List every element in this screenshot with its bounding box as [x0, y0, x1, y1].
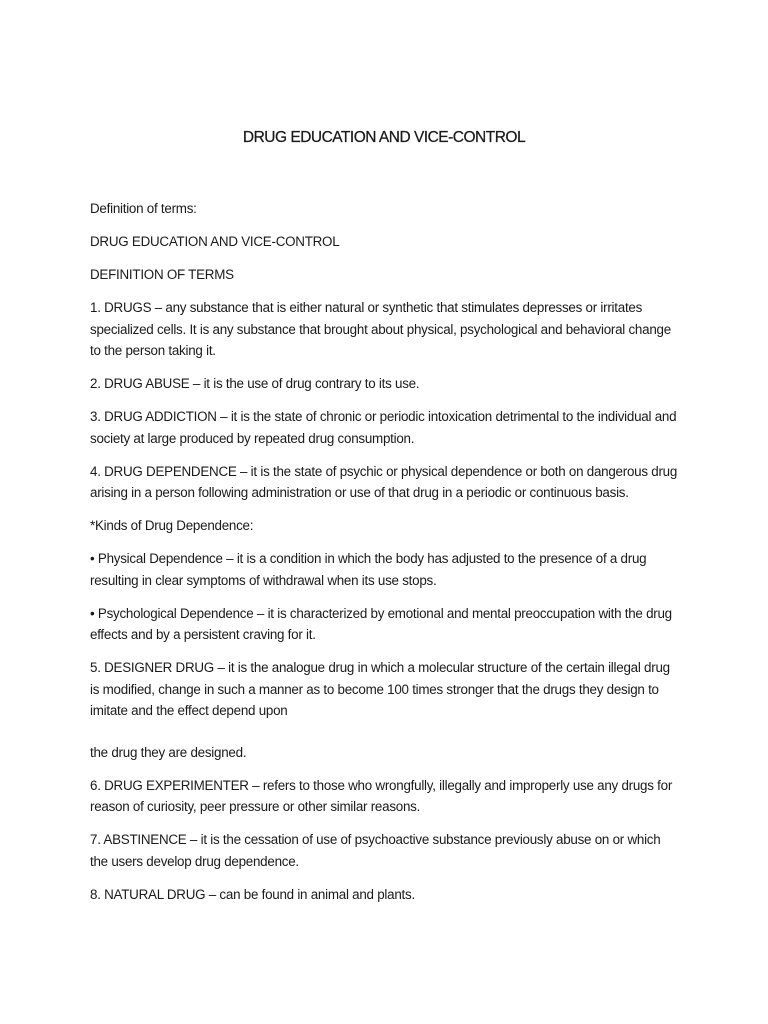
paragraph-designer-drug: 5. DESIGNER DRUG – it is the analogue drug in which a molecular structure of the certain illegal drug is modified, change in such a manner as to become 100 times stronger that the drugs they design to imitate and the effect depend upon	[90, 660, 670, 718]
paragraph-definition-heading: Definition of terms:	[90, 201, 197, 216]
paragraph-physical-dependence: • Physical Dependence – it is a condition in which the body has adjusted to the presence of a drug resulting in clear symptoms of withdrawal when its use stops.	[90, 551, 647, 588]
paragraph-designer-drug-continued: the drug they are designed.	[90, 744, 247, 760]
paragraph-definition-of-terms: DEFINITION OF TERMS	[90, 267, 234, 282]
paragraph-drug-dependence: 4. DRUG DEPENDENCE – it is the state of psychic or physical dependence or both on dangerous drug arising in a person following administration or use of that drug in a periodic or continuous basis.	[90, 463, 678, 500]
document-body	[90, 198, 680, 917]
paragraph-abstinence: 7. ABSTINENCE – it is the cessation of use of psychoactive substance previously abuse on or which the users develop drug dependence.	[90, 832, 661, 869]
paragraph-psychological-dependence: • Psychological Dependence – it is characterized by emotional and mental preoccupation with the drug effects and by a persistent craving for it.	[90, 605, 672, 642]
paragraph-drugs: 1. DRUGS – any substance that is either natural or synthetic that stimulates depresses or irritates specialized cells. It is any substance that brought about physical, psychological and behavioral change to the person taking it.	[90, 300, 671, 358]
paragraph-repeated-title: DRUG EDUCATION AND VICE-CONTROL	[90, 234, 340, 249]
paragraph-natural-drug: 8. NATURAL DRUG – can be found in animal and plants.	[90, 886, 415, 902]
paragraph-drug-experimenter: 6. DRUG EXPERIMENTER – refers to those who wrongfully, illegally and improperly use any drugs for reason of curiosity, peer pressure or other similar reasons.	[90, 777, 673, 814]
document-title: DRUG EDUCATION AND VICE-CONTROL	[242, 129, 526, 146]
paragraph-drug-abuse: 2. DRUG ABUSE – it is the use of drug contrary to its use.	[90, 376, 420, 391]
paragraph-kinds-of-dependence: *Kinds of Drug Dependence:	[90, 518, 254, 533]
paragraph-drug-addiction: 3. DRUG ADDICTION – it is the state of chronic or periodic intoxication detrimental to the individual and society at large produced by repeated drug consumption.	[90, 409, 677, 446]
